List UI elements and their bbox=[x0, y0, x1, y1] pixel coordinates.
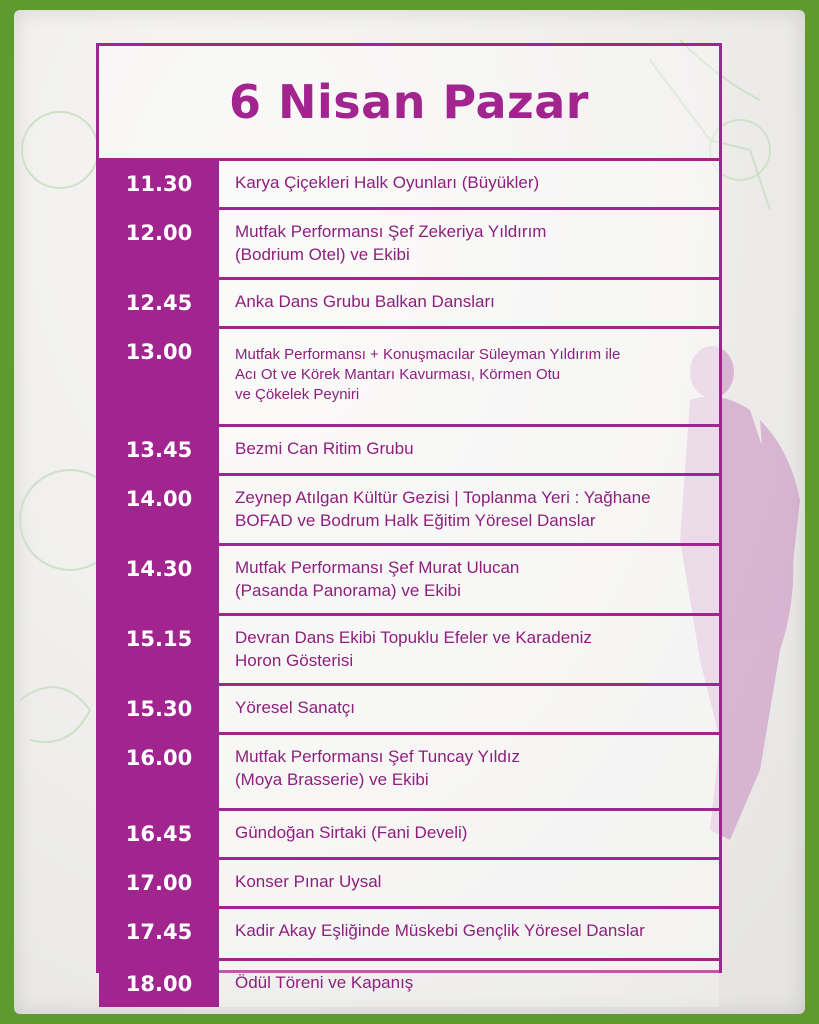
schedule-row bbox=[99, 326, 719, 424]
schedule-row bbox=[99, 857, 719, 906]
schedule-activity: Karya Çiçekleri Halk Oyunları (Büyükler) bbox=[219, 161, 719, 207]
schedule-activity: Kadir Akay Eşliğinde Müskebi Gençlik Yöresel Danslar bbox=[219, 909, 719, 958]
schedule-time: 12.00 bbox=[99, 210, 219, 277]
schedule-table bbox=[99, 158, 719, 1007]
schedule-time: 12.45 bbox=[99, 280, 219, 326]
schedule-activity: Anka Dans Grubu Balkan Dansları bbox=[219, 280, 719, 326]
schedule-row bbox=[99, 543, 719, 613]
schedule-row bbox=[99, 683, 719, 732]
schedule-activity: Zeynep Atılgan Kültür Gezisi | Toplanma Yeri : Yağhane BOFAD ve Bodrum Halk Eğitim Yöresel Danslar bbox=[219, 476, 719, 543]
schedule-time: 13.00 bbox=[99, 329, 219, 424]
schedule-row bbox=[99, 613, 719, 683]
schedule-row bbox=[99, 277, 719, 326]
schedule-time: 18.00 bbox=[99, 961, 219, 1007]
schedule-time: 15.15 bbox=[99, 616, 219, 683]
page-title: 6 Nisan Pazar bbox=[229, 75, 589, 129]
schedule-time: 16.00 bbox=[99, 735, 219, 808]
schedule-activity: Mutfak Performansı Şef Murat Ulucan (Pasanda Panorama) ve Ekibi bbox=[219, 546, 719, 613]
schedule-time: 17.45 bbox=[99, 909, 219, 958]
schedule-row bbox=[99, 207, 719, 277]
schedule-activity: Devran Dans Ekibi Topuklu Efeler ve Karadeniz Horon Gösterisi bbox=[219, 616, 719, 683]
schedule-time: 15.30 bbox=[99, 686, 219, 732]
schedule-row bbox=[99, 906, 719, 958]
schedule-row bbox=[99, 732, 719, 808]
schedule-activity: Yöresel Sanatçı bbox=[219, 686, 719, 732]
schedule-activity: Konser Pınar Uysal bbox=[219, 860, 719, 906]
schedule-activity: Gündoğan Sirtaki (Fani Develi) bbox=[219, 811, 719, 857]
schedule-activity: Ödül Töreni ve Kapanış bbox=[219, 961, 719, 1007]
schedule-time: 11.30 bbox=[99, 161, 219, 207]
schedule-activity: Bezmi Can Ritim Grubu bbox=[219, 427, 719, 473]
schedule-activity: Mutfak Performansı + Konuşmacılar Süleyman Yıldırım ile Acı Ot ve Körek Mantarı Kavurması, Körmen Otu ve Çökelek Peyniri bbox=[219, 329, 719, 424]
schedule-time: 14.30 bbox=[99, 546, 219, 613]
schedule-poster bbox=[96, 43, 722, 996]
schedule-row bbox=[99, 473, 719, 543]
schedule-activity: Mutfak Performansı Şef Zekeriya Yıldırım (Bodrium Otel) ve Ekibi bbox=[219, 210, 719, 277]
schedule-time: 17.00 bbox=[99, 860, 219, 906]
schedule-activity: Mutfak Performansı Şef Tuncay Yıldız (Moya Brasserie) ve Ekibi bbox=[219, 735, 719, 808]
schedule-row bbox=[99, 424, 719, 473]
schedule-time: 14.00 bbox=[99, 476, 219, 543]
schedule-row bbox=[99, 158, 719, 207]
schedule-time: 13.45 bbox=[99, 427, 219, 473]
schedule-time: 16.45 bbox=[99, 811, 219, 857]
schedule-row bbox=[99, 958, 719, 1007]
schedule-row bbox=[99, 808, 719, 857]
